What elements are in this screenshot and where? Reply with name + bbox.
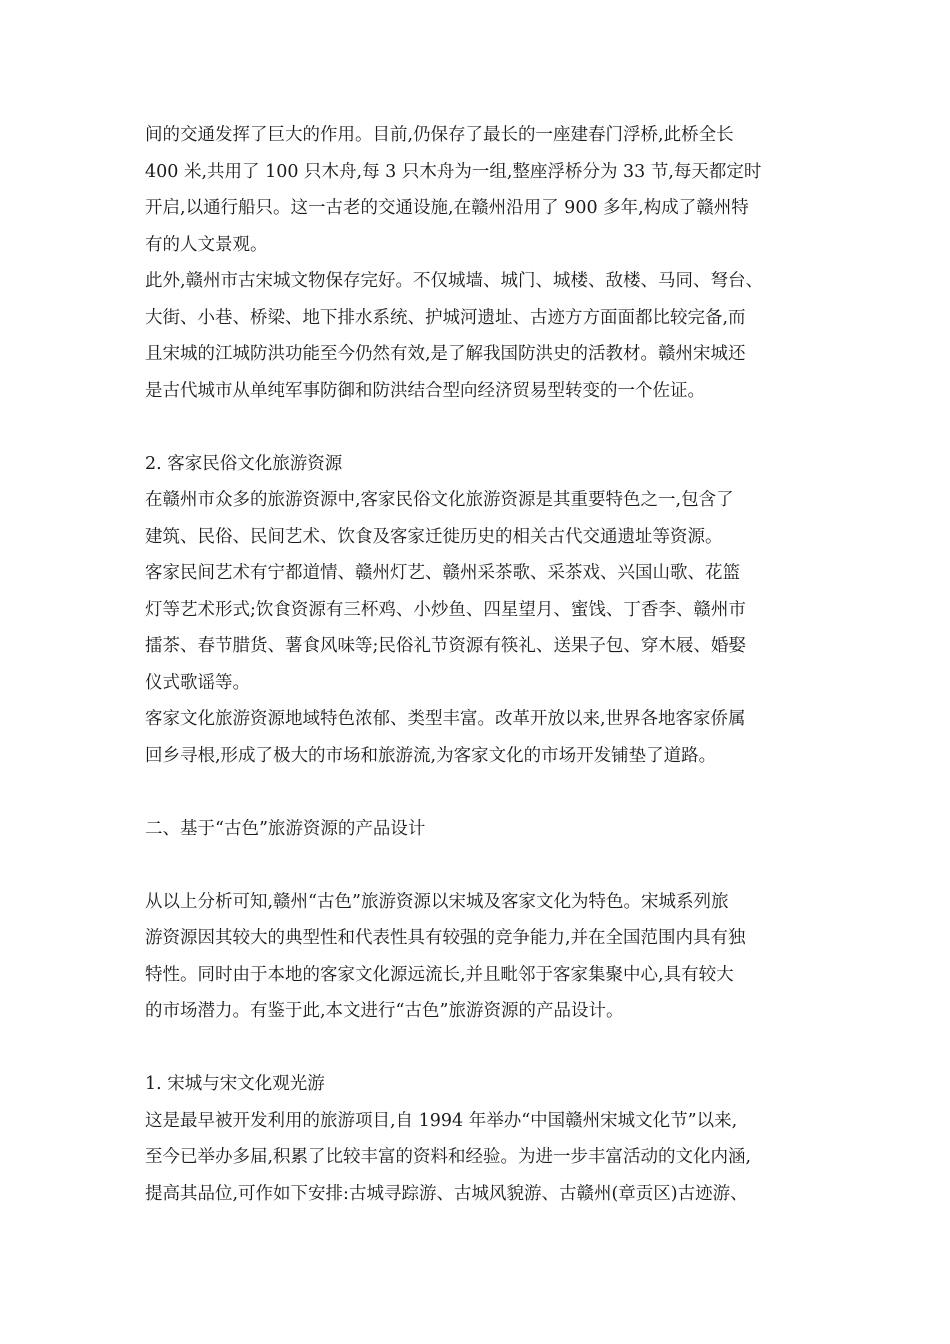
text-line: 灯等艺术形式;饮食资源有三杯鸡、小炒鱼、四星望月、蜜饯、丁香李、赣州市 [145,599,746,620]
paragraph-song-city-tour [145,1103,825,1213]
paragraph-hakka-features [145,701,825,774]
document-page [145,117,825,1212]
text-line: 客家文化旅游资源地域特色浓郁、类型丰富。改革开放以来,世界各地客家侨属 [145,709,746,729]
text-line: 400 米,共用了 100 只木舟,每 3 只木舟为一组,整座浮桥分为 33 节,每天都定时 [145,161,762,182]
text-line: 1. 宋城与宋文化观光游 [145,1074,325,1094]
text-line: 建筑、民俗、民间艺术、饮食及客家迁徙历史的相关古代交通遗址等资源。 [145,526,723,547]
text-line: 此外,赣州市古宋城文物保存完好。不仅城墙、城门、城楼、敌楼、马同、弩台、 [145,271,764,291]
blank-line [145,1030,825,1067]
text-line: 在赣州市众多的旅游资源中,客家民俗文化旅游资源是其重要特色之一,包含了 [145,490,734,510]
text-line: 2. 客家民俗文化旅游资源 [145,453,343,474]
text-line: 是古代城市从单纯军事防御和防洪结合型向经济贸易型转变的一个佐证。 [145,380,705,401]
paragraph-hakka-arts [145,555,825,701]
paragraph-floating-bridge [145,117,825,263]
text-line: 从以上分析可知,赣州“古色”旅游资源以宋城及客家文化为特色。宋城系列旅 [145,891,729,912]
text-line: 提高其品位,可作如下安排:古城寻踪游、古城风貌游、古赣州(章贡区)古迹游、 [145,1183,748,1204]
paragraph-product-design-intro [145,884,825,1030]
text-line: 擂茶、春节腊货、薯食风味等;民俗礼节资源有筷礼、送果子包、穿木屐、婚娶 [145,636,746,656]
heading-hakka-folk-culture [145,446,825,483]
text-line: 仪式歌谣等。 [145,672,250,693]
text-line: 回乡寻根,形成了极大的市场和旅游流,为客家文化的市场开发铺垫了道路。 [145,745,717,766]
text-line: 有的人文景观。 [145,234,268,255]
text-line: 大街、小巷、桥梁、地下排水系统、护城河遗址、古迹方方面面都比较完备,而 [145,307,746,328]
text-line: 的市场潜力。有鉴于此,本文进行“古色”旅游资源的产品设计。 [145,1001,624,1021]
heading-product-design [145,811,825,848]
paragraph-hakka-intro [145,482,825,555]
blank-line [145,847,825,884]
text-line: 且宋城的江城防洪功能至今仍然有效,是了解我国防洪史的活教材。赣州宋城还 [145,344,746,364]
text-line: 间的交通发挥了巨大的作用。目前,仍保存了最长的一座建春门浮桥,此桥全长 [145,125,734,145]
text-line: 至今已举办多届,积累了比较丰富的资料和经验。为进一步丰富活动的文化内涵, [145,1147,752,1167]
text-line: 二、基于“古色”旅游资源的产品设计 [145,818,426,839]
text-line: 客家民间艺术有宁都道情、赣州灯艺、赣州采茶歌、采茶戏、兴国山歌、花篮 [145,563,740,583]
paragraph-song-city-relics [145,263,825,409]
text-line: 这是最早被开发利用的旅游项目,自 1994 年举办“中国赣州宋城文化节”以来, [145,1110,738,1131]
blank-line [145,409,825,446]
text-line: 开启,以通行船只。这一古老的交通设施,在赣州沿用了 900 多年,构成了赣州特 [145,198,749,218]
blank-line [145,774,825,811]
heading-song-city-tour [145,1066,825,1103]
text-line: 特性。同时由于本地的客家文化源远流长,并且毗邻于客家集聚中心,具有较大 [145,964,734,985]
text-line: 游资源因其较大的典型性和代表性具有较强的竞争能力,并在全国范围内具有独 [145,928,746,948]
